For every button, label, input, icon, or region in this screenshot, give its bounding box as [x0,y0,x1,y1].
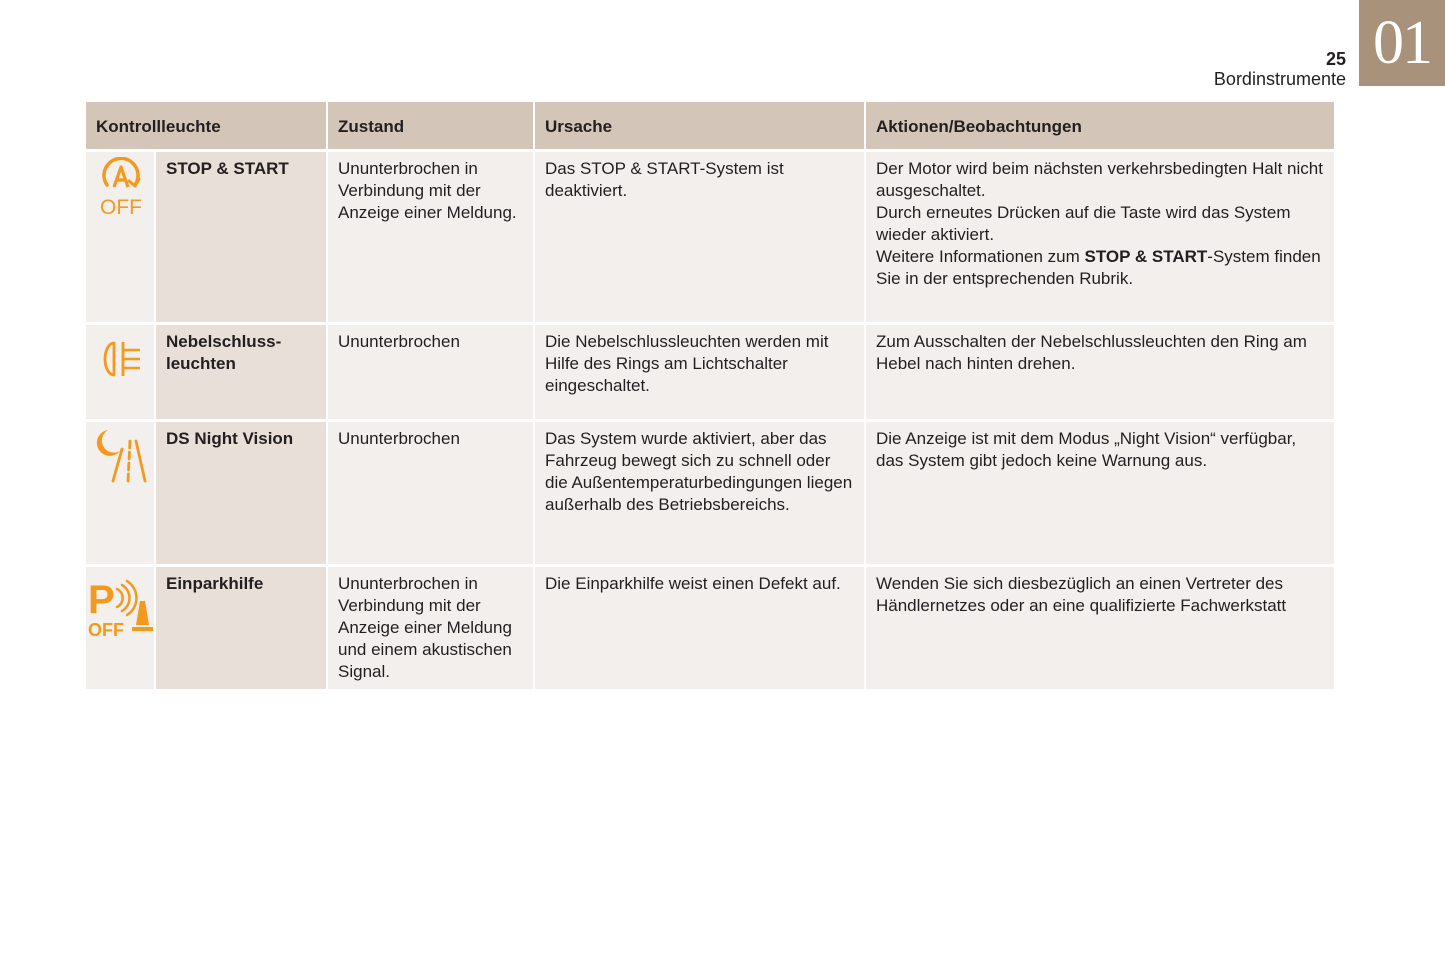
table-row-name [156,325,326,419]
table-row-ursache: Das STOP & START-System ist deaktiviert. [535,152,864,322]
aktionen-text: Weitere Informationen zum [876,247,1085,266]
svg-text:OFF: OFF [88,620,124,639]
aktionen-line [876,246,1324,290]
table-row-zustand: Ununterbrochen [328,422,533,564]
rear-fog-light-icon [100,340,144,378]
aktionen-line: Durch erneutes Drücken auf die Taste wird das System wieder aktiviert. [876,203,1291,244]
aktionen-bold-text: STOP & START [1084,247,1208,266]
table-row-icon-cell [86,325,154,419]
svg-text:P: P [88,578,115,622]
header-zustand: Zustand [328,102,533,149]
chapter-tab: 01 [1359,0,1445,86]
header-ursache: Ursache [535,102,864,149]
aktionen-text: -System finden Sie in der entsprechenden Rubrik. [876,247,1321,288]
header-kontrollleuchte: Kontrollleuchte [86,102,326,149]
table-row-aktionen [866,152,1334,322]
table-row-ursache: Die Einparkhilfe weist einen Defekt auf. [535,567,864,689]
table-row-icon-cell [86,567,154,689]
table-row-zustand: Ununterbrochen in Verbindung mit der Anzeige einer Meldung. [328,152,533,322]
table-row-name: STOP & START [156,152,326,322]
stop-start-off-icon [98,157,144,219]
table-row-icon-cell [86,422,154,564]
header-aktionen: Aktionen/Beobachtungen [866,102,1334,149]
table-row-aktionen: Wenden Sie sich diesbezüglich an einen Vertreter des Händlernetzes oder an eine qualifizierte Fachwerkstatt [866,567,1334,689]
table-row-zustand: Ununterbrochen in Verbindung mit der Anzeige einer Meldung und einem akustischen Signal. [328,567,533,689]
table-row-name: DS Night Vision [156,422,326,564]
table-row-aktionen: Die Anzeige ist mit dem Modus „Night Vision“ verfügbar, das System gibt jedoch keine Warnung aus. [866,422,1334,564]
table-row-name: Einparkhilfe [156,567,326,689]
svg-text:OFF: OFF [100,196,142,219]
table-row-aktionen: Zum Ausschalten der Nebelschlussleuchten den Ring am Hebel nach hinten drehen. [866,325,1334,419]
night-vision-icon [94,427,150,485]
name-line: Nebelschluss- [166,332,282,351]
table-row-ursache: Das System wurde aktiviert, aber das Fahrzeug bewegt sich zu schnell oder die Außentemperaturbedingungen liegen außerhalb des Betriebsbereichs. [535,422,864,564]
section-title: Bordinstrumente [1213,69,1346,89]
park-assist-off-icon [87,577,153,639]
table-row-ursache: Die Nebelschlussleuchten werden mit Hilfe des Rings am Lichtschalter eingeschaltet. [535,325,864,419]
table-row-zustand: Ununterbrochen [328,325,533,419]
aktionen-line: Der Motor wird beim nächsten verkehrsbedingten Halt nicht ausgeschaltet. [876,159,1323,200]
warning-lights-table [86,102,1332,689]
name-line: leuchten [166,354,236,373]
page-number: 25 [1325,49,1346,69]
table-row-icon-cell [86,152,154,322]
